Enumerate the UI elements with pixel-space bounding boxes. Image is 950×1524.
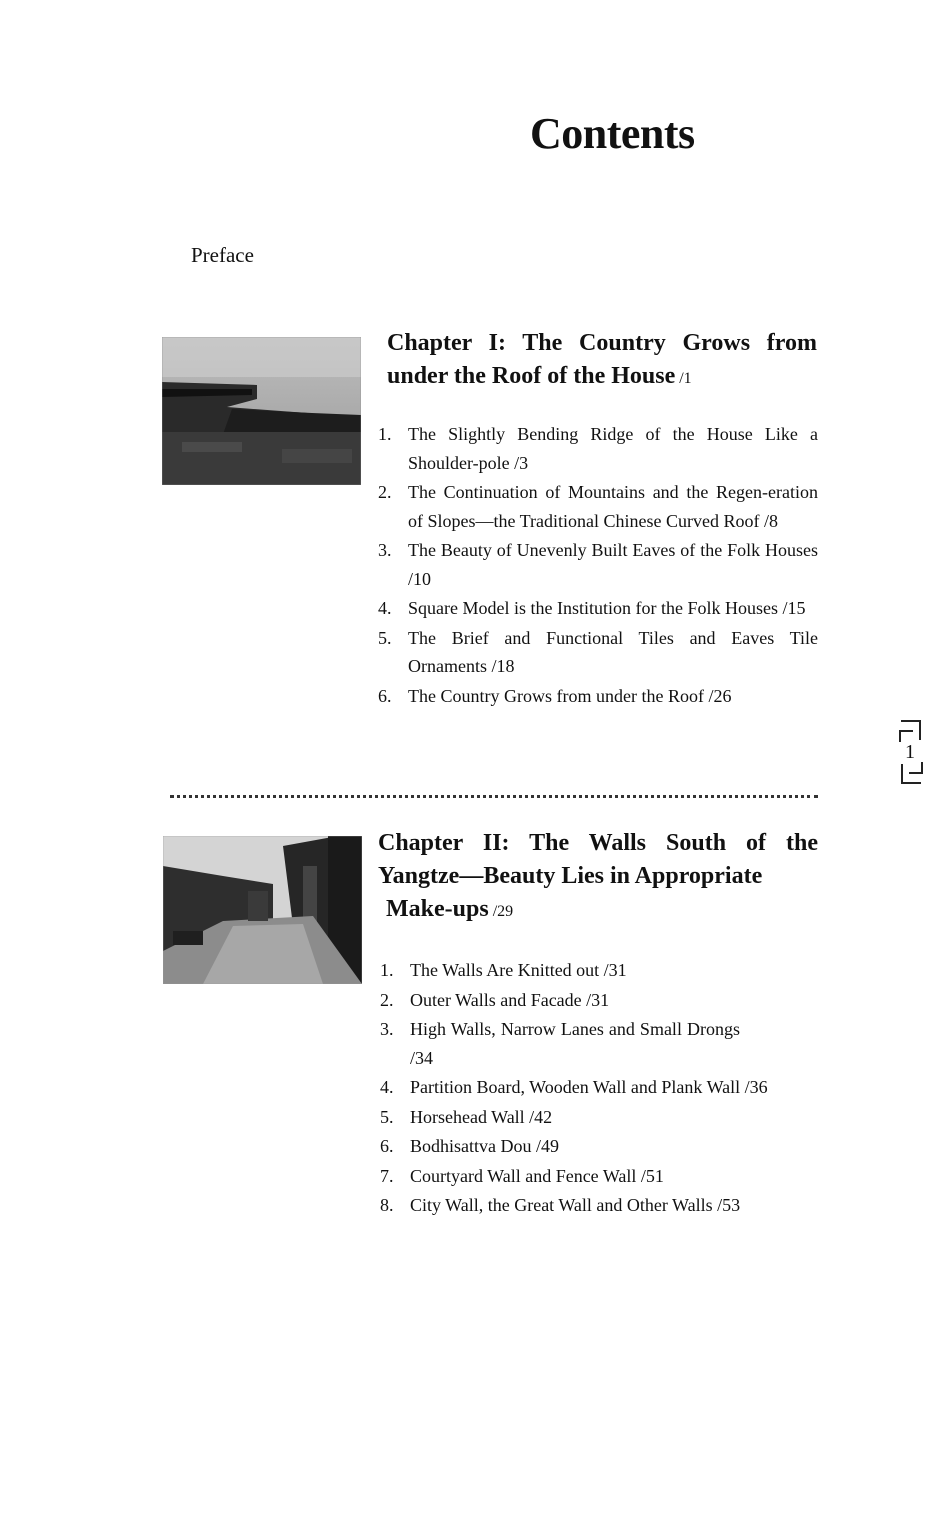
bracket-bottom-icon: [901, 764, 921, 784]
list-item[interactable]: [378, 624, 818, 681]
list-item[interactable]: [380, 986, 820, 1015]
item-number: 3.: [378, 540, 392, 560]
item-number: 6.: [378, 685, 392, 706]
list-item[interactable]: [380, 1015, 740, 1072]
list-item[interactable]: [380, 1103, 820, 1132]
list-item[interactable]: [378, 682, 818, 711]
item-text: The Beauty of Unevenly Built Eaves of the Folk Houses /10: [408, 540, 818, 589]
item-number: 3.: [380, 1019, 394, 1039]
item-text: City Wall, the Great Wall and Other Walls /53: [410, 1195, 741, 1215]
item-text: The Slightly Bending Ridge of the House Like a Shoulder-pole /3: [408, 424, 818, 473]
chapter-2-items: [380, 956, 820, 1221]
item-number: 5.: [378, 627, 392, 648]
chapter-2-photo: [163, 836, 362, 984]
chapter-2-heading[interactable]: [378, 827, 818, 928]
list-item[interactable]: [380, 956, 820, 985]
item-text: Courtyard Wall and Fence Wall /51: [410, 1165, 664, 1186]
list-item[interactable]: [378, 536, 818, 593]
chapter-2-page: /29: [492, 903, 514, 920]
chapter-2-title: Chapter II: The Walls South of the Yangtze—Beauty Lies in Appropriate: [378, 830, 818, 889]
chapter-1-title: Chapter I: The Country Grows from under the Roof of the House: [387, 330, 817, 389]
chapter-1-items: [378, 420, 818, 711]
item-number: 2.: [380, 989, 394, 1010]
item-number: 7.: [380, 1165, 394, 1186]
bracket-top-icon: [901, 720, 921, 740]
list-item[interactable]: [380, 1132, 820, 1161]
item-text: Partition Board, Wooden Wall and Plank Wall /36: [410, 1077, 768, 1097]
list-item[interactable]: [378, 594, 818, 623]
item-text: Bodhisattva Dou /49: [410, 1136, 559, 1156]
page-number-ornament: [899, 720, 923, 784]
item-number: 4.: [380, 1077, 394, 1097]
chapter-2-title-cont: Make-ups: [386, 896, 489, 922]
item-text: The Walls Are Knitted out /31: [410, 960, 627, 980]
chapter-1-photo: [162, 337, 361, 485]
list-item[interactable]: [378, 420, 818, 477]
item-text: Outer Walls and Facade /31: [410, 989, 610, 1010]
item-text: The Country Grows from under the Roof /26: [408, 685, 732, 706]
item-number: 4.: [378, 598, 392, 618]
preface-entry[interactable]: Preface: [191, 243, 254, 267]
page-number: 1: [905, 741, 915, 763]
item-number: 1.: [380, 960, 394, 980]
section-divider: [170, 795, 818, 798]
item-text: The Brief and Functional Tiles and Eaves Tile Ornaments /18: [408, 627, 818, 676]
item-text: Square Model is the Institution for the Folk Houses /15: [408, 598, 806, 618]
item-number: 8.: [380, 1195, 394, 1215]
item-number: 6.: [380, 1136, 394, 1156]
item-number: 2.: [378, 482, 392, 502]
page-title: Contents: [530, 109, 695, 158]
list-item[interactable]: [378, 478, 818, 535]
item-text: High Walls, Narrow Lanes and Small Drongs /34: [410, 1019, 740, 1068]
list-item[interactable]: [380, 1073, 820, 1102]
chapter-1-page: /1: [679, 370, 692, 387]
list-item[interactable]: [380, 1162, 820, 1191]
list-item[interactable]: [380, 1191, 780, 1220]
chapter-1-heading[interactable]: [387, 327, 817, 395]
item-text: The Continuation of Mountains and the Regen-eration of Slopes—the Traditional Chinese Curved Roof /8: [408, 482, 818, 531]
item-text: Horsehead Wall /42: [410, 1106, 553, 1127]
item-number: 5.: [380, 1106, 394, 1127]
item-number: 1.: [378, 424, 392, 444]
